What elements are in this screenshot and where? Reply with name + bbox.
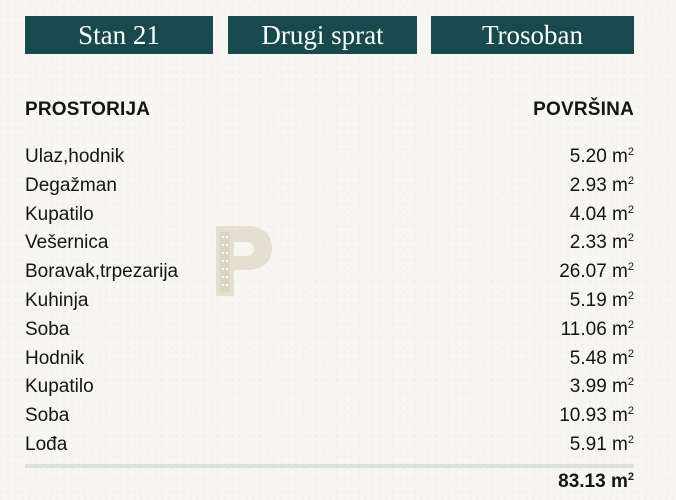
table-row	[25, 373, 634, 402]
table-row	[25, 229, 634, 258]
room-name: Kupatilo	[25, 376, 94, 398]
table-row	[25, 287, 634, 316]
floor-label: Drugi sprat	[228, 16, 417, 54]
total-divider	[25, 464, 634, 468]
area-column-header: POVRŠINA	[533, 99, 634, 120]
room-area: 2.33 $m^2$	[569, 232, 634, 254]
room-name: Kuhinja	[25, 289, 89, 311]
room-area: 5.19 $m^2$	[569, 289, 634, 311]
apartment-number-label: Stan 21	[25, 16, 213, 54]
room-area: 5.91 $m^2$	[569, 433, 634, 455]
room-area: 5.48 $m^2$	[569, 347, 634, 369]
room-name: Degažman	[25, 174, 117, 196]
table-row	[25, 258, 634, 287]
table-row	[25, 345, 634, 374]
table-row	[25, 431, 634, 460]
room-name: Kupatilo	[25, 203, 94, 225]
room-name: Soba	[25, 318, 70, 340]
room-column-header: PROSTORIJA	[25, 99, 151, 120]
room-name: Boravak,trpezarija	[25, 261, 179, 283]
table-row	[25, 143, 634, 172]
room-area: 4.04 $m^2$	[569, 203, 634, 225]
room-name: Ulaz,hodnik	[25, 146, 125, 167]
room-area: 5.20 $m^2$	[569, 146, 634, 167]
table-row	[25, 402, 634, 431]
total-area: 83.13 $m^2$	[558, 471, 634, 492]
room-area: 2.93 $m^2$	[569, 174, 634, 196]
table-row	[25, 316, 634, 345]
room-area-table	[25, 143, 634, 460]
room-area: 3.99 $m^2$	[569, 376, 634, 398]
room-name: Soba	[25, 405, 70, 427]
room-area: 26.07 $m^2$	[559, 261, 634, 283]
room-name: Lođa	[25, 433, 68, 455]
room-name: Vešernica	[25, 232, 109, 254]
room-name: Hodnik	[25, 347, 85, 369]
table-row	[25, 172, 634, 201]
room-area: 10.93 $m^2$	[559, 405, 634, 427]
room-area: 11.06 $m^2$	[560, 318, 634, 340]
apartment-type-label: Trosoban	[431, 16, 634, 54]
table-row	[25, 201, 634, 230]
apartment-header	[25, 16, 634, 54]
